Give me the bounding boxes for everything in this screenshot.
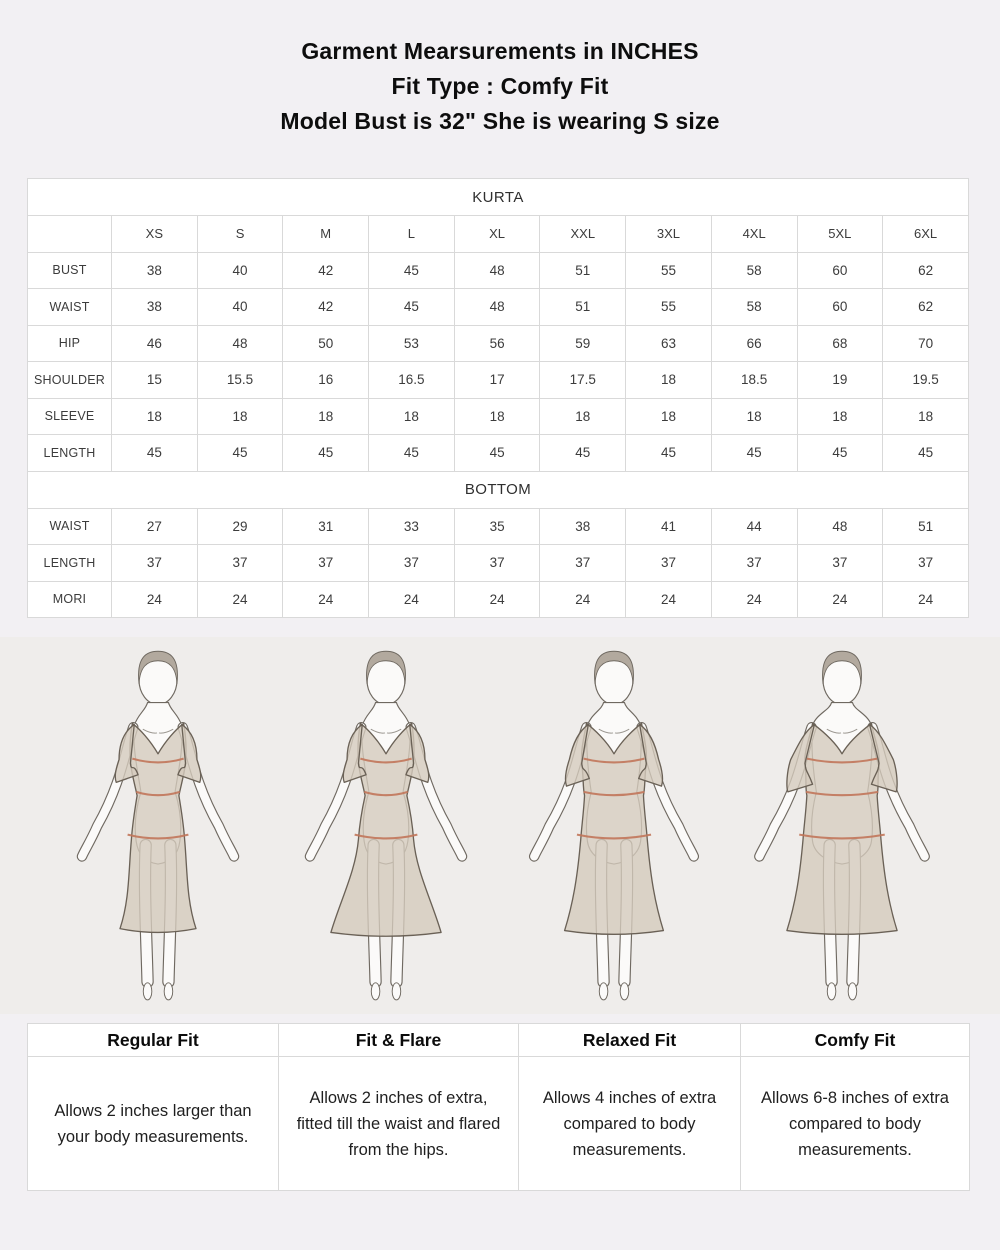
measurement-value-cell: 18 [797, 398, 883, 435]
measurement-value-cell: 68 [797, 325, 883, 362]
measurement-value-cell: 19.5 [883, 362, 969, 399]
figure-illustration-svg [728, 640, 956, 1014]
size-column-header: M [283, 216, 369, 253]
measurement-value-cell: 42 [283, 252, 369, 289]
measurement-value-cell: 27 [112, 508, 198, 545]
measurement-row [28, 435, 969, 472]
measurement-value-cell: 16 [283, 362, 369, 399]
measurement-row-label: WAIST [28, 289, 112, 326]
measurement-value-cell: 18 [883, 398, 969, 435]
measurement-value-cell: 45 [626, 435, 712, 472]
measurement-row-label: BUST [28, 252, 112, 289]
measurement-row [28, 545, 969, 582]
size-column-header: 6XL [883, 216, 969, 253]
measurement-value-cell: 18 [112, 398, 198, 435]
measurement-value-cell: 24 [540, 581, 626, 618]
measurement-value-cell: 37 [283, 545, 369, 582]
measurement-value-cell: 62 [883, 289, 969, 326]
measurement-value-cell: 63 [626, 325, 712, 362]
size-column-header: XXL [540, 216, 626, 253]
measurement-value-cell: 55 [626, 252, 712, 289]
size-column-header: XS [112, 216, 198, 253]
measurement-row [28, 289, 969, 326]
fit-desc-flare: Allows 2 inches of extra, fitted till the waist and flared from the hips. [279, 1057, 519, 1191]
measurement-value-cell: 18 [454, 398, 540, 435]
measurement-value-cell: 45 [369, 252, 455, 289]
measurement-value-cell: 19 [797, 362, 883, 399]
figure-illustration-svg [500, 640, 728, 1014]
measurement-value-cell: 40 [197, 289, 283, 326]
measurement-value-cell: 42 [283, 289, 369, 326]
size-column-header: 3XL [626, 216, 712, 253]
fit-desc-comfy: Allows 6-8 inches of extra compared to body measurements. [741, 1057, 970, 1191]
measurement-value-cell: 45 [711, 435, 797, 472]
measurement-value-cell: 24 [197, 581, 283, 618]
measurement-value-cell: 46 [112, 325, 198, 362]
measurement-value-cell: 66 [711, 325, 797, 362]
measurement-value-cell: 58 [711, 289, 797, 326]
page-title: Garment Mearsurements in INCHES [301, 38, 699, 64]
measurement-row [28, 252, 969, 289]
measurement-value-cell: 33 [369, 508, 455, 545]
figure-illustration-svg [44, 640, 272, 1014]
fit-type-line: Fit Type : Comfy Fit [391, 73, 609, 99]
fit-figure-fit-and-flare [272, 640, 500, 1014]
measurement-value-cell: 15 [112, 362, 198, 399]
measurement-value-cell: 37 [540, 545, 626, 582]
measurement-value-cell: 48 [454, 252, 540, 289]
measurement-row [28, 398, 969, 435]
measurement-value-cell: 37 [626, 545, 712, 582]
model-info-line: Model Bust is 32" She is wearing S size [280, 108, 720, 134]
measurement-value-cell: 29 [197, 508, 283, 545]
fit-title-flare: Fit & Flare [279, 1024, 519, 1057]
size-header-row [28, 216, 969, 253]
measurement-value-cell: 24 [369, 581, 455, 618]
measurement-row-label: LENGTH [28, 545, 112, 582]
measurement-value-cell: 24 [454, 581, 540, 618]
measurement-value-cell: 16.5 [369, 362, 455, 399]
measurement-value-cell: 51 [883, 508, 969, 545]
fit-title-relaxed: Relaxed Fit [519, 1024, 741, 1057]
measurement-value-cell: 50 [283, 325, 369, 362]
measurement-value-cell: 18 [369, 398, 455, 435]
measurement-value-cell: 24 [112, 581, 198, 618]
measurement-row [28, 508, 969, 545]
measurement-row-label: SLEEVE [28, 398, 112, 435]
figure-illustration-svg [272, 640, 500, 1014]
measurement-row-label: SHOULDER [28, 362, 112, 399]
measurement-row [28, 362, 969, 399]
measurement-row-label: MORI [28, 581, 112, 618]
measurement-value-cell: 60 [797, 289, 883, 326]
measurement-row [28, 325, 969, 362]
measurement-value-cell: 40 [197, 252, 283, 289]
kurta-section-header: KURTA [28, 179, 969, 216]
measurement-value-cell: 18 [283, 398, 369, 435]
measurement-value-cell: 48 [797, 508, 883, 545]
measurement-value-cell: 45 [369, 435, 455, 472]
measurement-value-cell: 38 [540, 508, 626, 545]
measurement-value-cell: 18 [711, 398, 797, 435]
measurement-value-cell: 45 [283, 435, 369, 472]
fit-figure-relaxed-fit [500, 640, 728, 1014]
measurement-value-cell: 45 [540, 435, 626, 472]
measurement-value-cell: 24 [711, 581, 797, 618]
measurement-value-cell: 51 [540, 289, 626, 326]
fit-figure-regular-fit [44, 640, 272, 1014]
measurement-value-cell: 59 [540, 325, 626, 362]
measurement-value-cell: 41 [626, 508, 712, 545]
measurement-value-cell: 37 [797, 545, 883, 582]
measurement-value-cell: 17.5 [540, 362, 626, 399]
measurement-value-cell: 45 [112, 435, 198, 472]
measurement-value-cell: 24 [626, 581, 712, 618]
fit-guide-header-row [28, 1024, 970, 1057]
fit-desc-relaxed: Allows 4 inches of extra compared to body measurements. [519, 1057, 741, 1191]
measurement-value-cell: 15.5 [197, 362, 283, 399]
measurement-value-cell: 37 [369, 545, 455, 582]
bottom-section-row [28, 471, 969, 508]
measurement-value-cell: 45 [883, 435, 969, 472]
bottom-section-header: BOTTOM [28, 471, 969, 508]
measurement-value-cell: 37 [883, 545, 969, 582]
size-chart-table [27, 178, 969, 618]
kurta-section-row [28, 179, 969, 216]
measurement-row [28, 581, 969, 618]
measurement-value-cell: 37 [112, 545, 198, 582]
measurement-value-cell: 35 [454, 508, 540, 545]
fit-desc-regular: Allows 2 inches larger than your body measurements. [28, 1057, 279, 1191]
measurement-value-cell: 56 [454, 325, 540, 362]
measurement-value-cell: 38 [112, 289, 198, 326]
measurement-value-cell: 70 [883, 325, 969, 362]
measurement-value-cell: 53 [369, 325, 455, 362]
measurement-value-cell: 18 [540, 398, 626, 435]
measurement-value-cell: 37 [197, 545, 283, 582]
size-column-header: 4XL [711, 216, 797, 253]
fit-illustrations-strip [0, 637, 1000, 1014]
measurement-value-cell: 45 [454, 435, 540, 472]
measurement-value-cell: 18 [197, 398, 283, 435]
title-block [0, 34, 1000, 139]
measurement-value-cell: 51 [540, 252, 626, 289]
measurement-value-cell: 48 [197, 325, 283, 362]
measurement-value-cell: 38 [112, 252, 198, 289]
measurement-row-label: LENGTH [28, 435, 112, 472]
measurement-value-cell: 48 [454, 289, 540, 326]
measurement-value-cell: 37 [454, 545, 540, 582]
measurement-value-cell: 17 [454, 362, 540, 399]
size-column-header: 5XL [797, 216, 883, 253]
measurement-value-cell: 18.5 [711, 362, 797, 399]
fit-guide-description-row [28, 1057, 970, 1191]
measurement-value-cell: 62 [883, 252, 969, 289]
measurement-value-cell: 18 [626, 398, 712, 435]
measurement-value-cell: 45 [197, 435, 283, 472]
measurement-value-cell: 44 [711, 508, 797, 545]
measurement-value-cell: 24 [283, 581, 369, 618]
measurement-value-cell: 37 [711, 545, 797, 582]
measurement-value-cell: 58 [711, 252, 797, 289]
measurement-value-cell: 18 [626, 362, 712, 399]
measurement-value-cell: 31 [283, 508, 369, 545]
measurement-value-cell: 45 [369, 289, 455, 326]
size-column-header: S [197, 216, 283, 253]
fit-figure-comfy-fit [728, 640, 956, 1014]
size-column-header: XL [454, 216, 540, 253]
measurement-value-cell: 24 [797, 581, 883, 618]
measurement-value-cell: 55 [626, 289, 712, 326]
measurement-value-cell: 45 [797, 435, 883, 472]
measurement-row-label: HIP [28, 325, 112, 362]
fit-title-regular: Regular Fit [28, 1024, 279, 1057]
measurement-value-cell: 24 [883, 581, 969, 618]
size-column-header: L [369, 216, 455, 253]
fit-title-comfy: Comfy Fit [741, 1024, 970, 1057]
empty-corner-cell [28, 216, 112, 253]
fit-guide-table [27, 1023, 970, 1191]
measurement-row-label: WAIST [28, 508, 112, 545]
measurement-value-cell: 60 [797, 252, 883, 289]
